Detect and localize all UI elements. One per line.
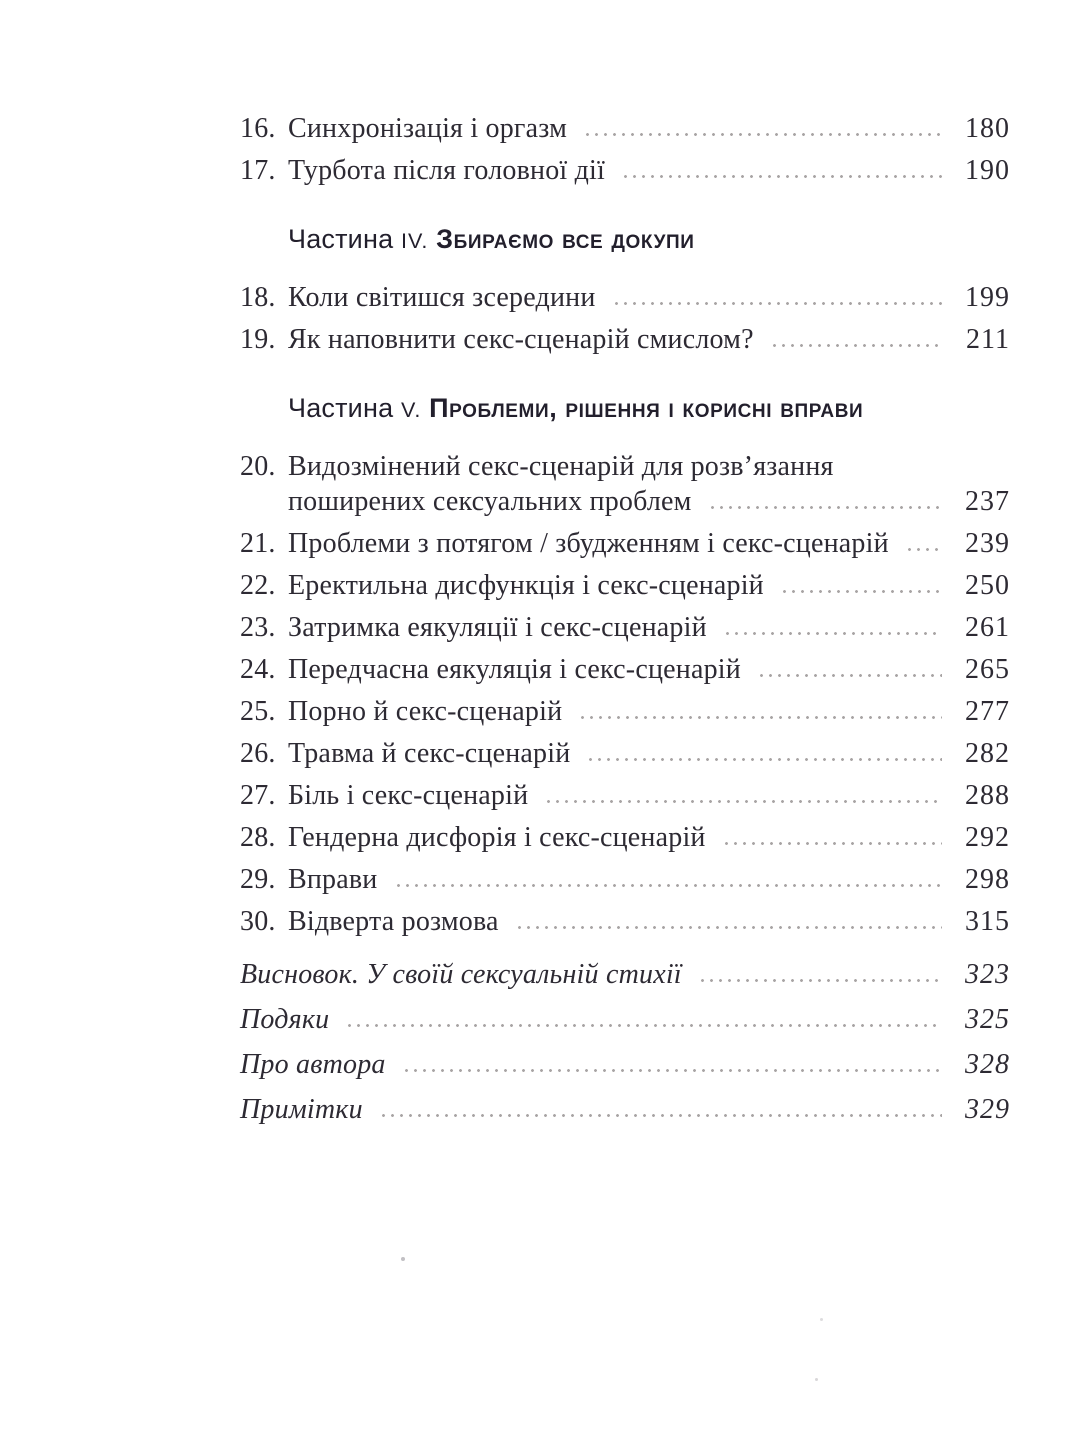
toc-entry	[240, 112, 1010, 145]
chapter-number: 24.	[240, 654, 276, 685]
toc-entry	[240, 323, 1010, 356]
part-heading	[288, 392, 1010, 426]
chapter-number: 26.	[240, 738, 276, 769]
page-number: 288	[965, 780, 1010, 811]
chapter-number: 27.	[240, 780, 276, 811]
toc-entry	[240, 527, 1010, 560]
chapter-title: Коли світишся зсередини	[288, 282, 596, 313]
backmatter-entry	[240, 1048, 1010, 1081]
page-number: 180	[965, 113, 1010, 144]
page-number: 292	[965, 822, 1010, 853]
part-prefix: Частина	[288, 393, 394, 423]
dot-leader	[515, 925, 942, 930]
chapter-number: 28.	[240, 822, 276, 853]
scan-speck	[815, 1378, 818, 1381]
page-number: 329	[965, 1094, 1010, 1125]
page-number: 323	[965, 959, 1010, 990]
chapter-title-line2: поширених сексуальних проблем	[288, 486, 692, 517]
chapter-title: Передчасна еякуляція і секс-сценарій	[288, 654, 741, 685]
chapter-number: 21.	[240, 528, 276, 559]
page-number: 265	[965, 654, 1010, 685]
page-number: 237	[965, 486, 1010, 517]
backmatter-entry	[240, 958, 1010, 991]
part-title: Збираємо все докупи	[436, 224, 695, 254]
chapter-number: 23.	[240, 612, 276, 643]
toc-entry	[240, 905, 1010, 938]
back-matter	[240, 958, 1010, 1126]
dot-leader	[578, 715, 942, 720]
chapter-number: 19.	[240, 324, 276, 355]
page-number: 298	[965, 864, 1010, 895]
part-prefix: Частина	[288, 224, 394, 254]
chapter-title: Як наповнити секс-сценарій смислом?	[288, 324, 754, 355]
dot-leader	[722, 841, 942, 846]
backmatter-title: Подяки	[240, 1004, 330, 1035]
toc-entry	[240, 281, 1010, 314]
page-number: 315	[965, 906, 1010, 937]
backmatter-title: Про автора	[240, 1049, 386, 1080]
dot-leader	[394, 883, 943, 888]
dot-leader	[583, 132, 942, 137]
chapter-number: 16.	[240, 113, 276, 144]
dot-leader	[757, 673, 942, 678]
dot-leader	[586, 757, 942, 762]
page-number: 282	[965, 738, 1010, 769]
chapter-title: Біль і секс-сценарій	[288, 780, 529, 811]
chapter-title: Затримка еякуляції і секс-сценарій	[288, 612, 707, 643]
backmatter-title: Примітки	[240, 1094, 363, 1125]
toc-entry	[240, 779, 1010, 812]
scan-speck	[401, 1257, 405, 1261]
chapter-number: 30.	[240, 906, 276, 937]
backmatter-entry	[240, 1003, 1010, 1036]
part-numeral: V.	[401, 397, 422, 422]
scan-speck	[820, 1318, 823, 1321]
chapter-title: Синхронізація і оргазм	[288, 113, 568, 144]
chapter-title-line1: Видозмінений секс-сценарій для розв’язання	[288, 451, 834, 482]
toc-entry	[240, 737, 1010, 770]
dot-leader	[780, 589, 942, 594]
chapter-title: Турбота після головної дії	[288, 155, 606, 186]
chapter-title: Травма й секс-сценарій	[288, 738, 571, 769]
chapter-title: Вправи	[288, 864, 378, 895]
page-number: 261	[965, 612, 1010, 643]
chapter-title: Порно й секс-сценарій	[288, 696, 563, 727]
chapter-title: Гендерна дисфорія і секс-сценарій	[288, 822, 706, 853]
chapter-title-block	[288, 450, 1010, 518]
chapter-title: Проблеми з потягом / збудженням і секс-сценарій	[288, 528, 889, 559]
dot-leader	[402, 1068, 942, 1073]
chapter-number: 20.	[240, 451, 276, 482]
toc-entry	[240, 611, 1010, 644]
dot-leader	[379, 1113, 942, 1118]
toc-entry	[240, 154, 1010, 187]
chapter-number: 17.	[240, 155, 276, 186]
chapter-title: Відверта розмова	[288, 906, 499, 937]
toc-entry	[240, 863, 1010, 896]
dot-leader	[544, 799, 942, 804]
dot-leader	[345, 1023, 942, 1028]
part-numeral: IV.	[401, 228, 429, 253]
page-number: 277	[965, 696, 1010, 727]
page-number: 328	[965, 1049, 1010, 1080]
chapter-number: 22.	[240, 570, 276, 601]
part-title: Проблеми, рішення і корисні вправи	[429, 393, 864, 423]
dot-leader	[708, 505, 942, 510]
toc-entry	[240, 695, 1010, 728]
page-number: 239	[965, 528, 1010, 559]
chapter-title: Еректильна дисфункція і секс-сценарій	[288, 570, 764, 601]
toc-entry	[240, 569, 1010, 602]
dot-leader	[698, 978, 942, 983]
chapter-title-line2-row	[288, 485, 1010, 518]
chapter-number: 18.	[240, 282, 276, 313]
toc-entry	[240, 653, 1010, 686]
chapter-number: 29.	[240, 864, 276, 895]
page-number: 190	[965, 155, 1010, 186]
toc-entry	[240, 821, 1010, 854]
toc-entry	[240, 450, 1010, 518]
dot-leader	[612, 301, 942, 306]
dot-leader	[770, 343, 942, 348]
dot-leader	[621, 174, 942, 179]
table-of-contents	[240, 112, 1010, 1138]
dot-leader	[905, 547, 942, 552]
backmatter-title: Висновок. У своїй сексуальній стихії	[240, 959, 682, 990]
chapter-number: 25.	[240, 696, 276, 727]
backmatter-entry	[240, 1093, 1010, 1126]
page-number: 199	[965, 282, 1010, 313]
page-number: 250	[965, 570, 1010, 601]
page-number: 211	[966, 324, 1010, 355]
page-number: 325	[965, 1004, 1010, 1035]
dot-leader	[723, 631, 942, 636]
part-heading	[288, 223, 1010, 257]
